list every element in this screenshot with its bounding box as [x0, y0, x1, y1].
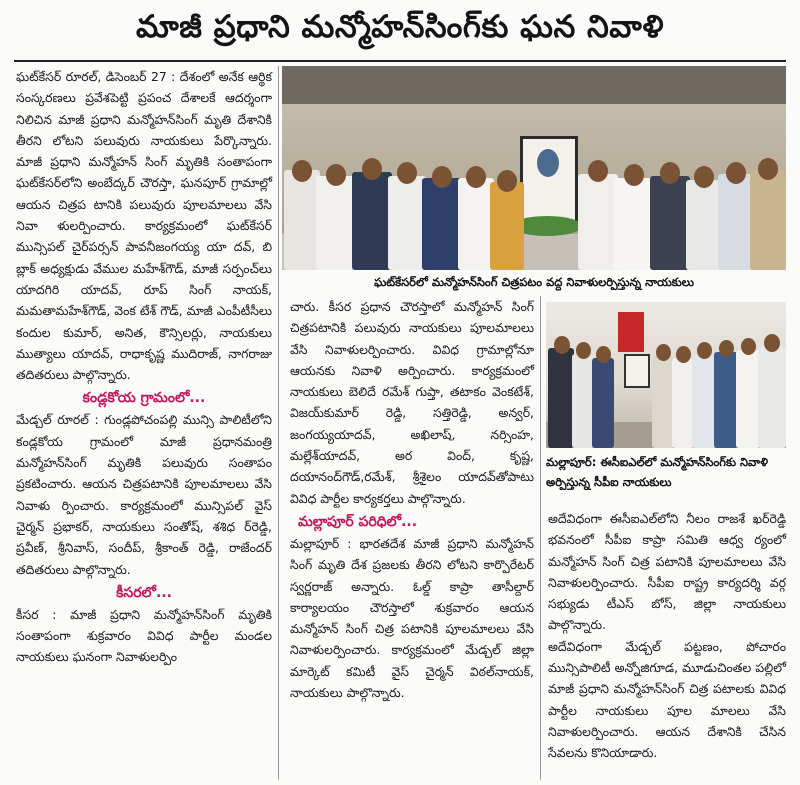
column3-paragraph-2: అదేవిధంగా మేడ్చల్ పట్టణం, పోచారం మున్సిపాలిటీ అన్నోజిగూడ, మూడుచింతల పల్లిలో మాజీ ప్రధాని మన్మోహన్‌సింగ్ చిత్ర పటాలకు వివిధ పార్టీల నాయకులు పూల మాలలు వేసి నివాళులర్పించారు. ఆయన దేశానికి చేసిన సేవలను కొనియాడారు.: [548, 638, 786, 761]
column3-paragraph-1: అదేవిధంగా ఈసీఐఎల్‌లోని నీలం రాజశే ఖర్‌రెడ్డి భవనంలో సీపీఐ కాప్రా సమితి ఆధ్వ ర్యంలో మన్మోహన్ సింగ్ చిత్ర పటానికి పూలమాలలు వేసి నివాళులర్పించారు. సీపీఐ రాష్ట్ర కార్యదర్శి వర్గ సభ్యుడు టీఎస్ బోస్, జిల్లా నాయకులు పాల్గొన్నారు.: [548, 511, 786, 633]
portrait-frame: [520, 136, 578, 228]
subheading-keesara: కీసరలో...: [116, 584, 172, 601]
column2-paragraph-2: మల్లాపూర్ : భారతదేశ మాజీ ప్రధాని మన్మోహన్ సింగ్ మృతి దేశ ప్రజలకు తీరని లోటని కార్పొరేటర్ స్వర్ణరాజ్ అన్నారు. ఓల్డ్ కాప్రా తాసీల్దార్ కార్యాలయం చౌరస్తాలో శుక్రవారం ఆయన మన్మోహన్ సింగ్ చిత్ర పటానికి పూలమాలలు వేసి నివాళులర్పించారు. కార్యక్రమంలో మేడ్చల్ జిల్లా మార్కెట్ కమిటీ వైస్ చైర్మన్ విఠల్‌నాయక్, నాయకులు పాల్గొన్నారు.: [290, 535, 534, 701]
article-column-1: [16, 66, 272, 780]
article-column-2: [290, 296, 534, 780]
photo1-caption: ఘట్‌కేసర్‌లో మన్మోహన్‌సింగ్ చిత్రపటం వద్ద నివాళులర్పిస్తున్న నాయకులు: [374, 275, 694, 289]
headline: మాజీ ప్రధాని మన్మోహన్‌సింగ్‌కు ఘన నివాళి: [135, 8, 665, 45]
column1-paragraph-3: కీసర : మాజీ ప్రధాని మన్మోహన్‌సింగ్ మృతికి సంతాపంగా శుక్రవారం వివిధ పార్టీల మండల నాయకులు ఘనంగా నివాళులర్పిం: [16, 606, 272, 665]
article-column-3: [548, 508, 786, 780]
column1-paragraph-1: ఘట్‌కేసర్ రూరల్, డిసెంబర్ 27 : దేశంలో అనేక ఆర్థిక సంస్కరణలు ప్రవేశపెట్టి ప్రపంచ దేశాలకే ఆదర్శంగా నిలిచిన మాజీ ప్రధాని మన్మోహన్‌సింగ్ మృతి దేశానికి తీరని లోటని పలువురు నాయకులు పేర్కొన్నారు. మాజీ ప్రధాని మన్మోహన్ సింగ్ మృతికి సంతాపంగా ఘట్‌కేసర్‌లోని అంబేద్కర్ చౌరస్తా, ఘనపూర్ గ్రామాల్లో ఆయన చిత్రప టానికి పలువురు పూలమాలలు వేసి నివా ళులర్పించారు. కార్యక్రమంలో ఘట్‌కేసర్ మున్సిపల్ చైర్‌పర్సన్ పావనీజంగయ్య యా దవ్, బి బ్లాక్ అధ్యక్షుడు వేముల మహేశ్‌గౌడ్, మాజీ సర్పంచ్‌లు యాదగిరి యాదవ్, రూప్ సింగ్ నాయక్, మమతామహేశ్‌గౌడ్, వెంక టేశ్ గౌడ్, మాజీ ఎంపీటీసీలు కందుల కుమార్, అనిత, కౌన్సిలర్లు, నాయకులు ముత్యాలు యాదవ్, రాధాకృష్ణ ముదిరాజ్, నాగరాజు తదితరులు పాల్గొన్నారు.: [16, 69, 272, 383]
column-divider-2: [540, 296, 541, 780]
subheading-kandlakoya: కండ్లకోయ గ్రామంలో...: [82, 390, 206, 407]
headline-rule: [14, 60, 786, 62]
photo-ghatkesar-tribute: [282, 66, 786, 270]
photo2-caption: మల్లాపూర్: ఈసీఐఎల్‌లో మన్మోహన్‌సింగ్‌కు నివాళి అర్పిస్తున్న సీపీఐ నాయకులు: [546, 455, 768, 489]
subheading-mallapur: మల్లాపూర్ పరిధిలో...: [298, 513, 418, 530]
column1-paragraph-2: మేడ్చల్ రూరల్ : గుండ్లపోచంపల్లి మున్సి పాలిటీలోని కండ్లకోయ గ్రామంలో మాజీ ప్రధానమంత్రి మన్మోహన్‌సింగ్ మృతికి పలువురు సంతాపం ప్రకటించారు. ఆయన చిత్రపటానికి పూలమాలలు వేసి నివాళు ర్పించారు. కార్యక్రమంలో మున్సిపల్ వైస్ చైర్మన్ ప్రభాకర్, నాయకులు సంతోష్, శశిధ ర్‌రెడ్డి, ప్రవీణ్, శ్రీనివాస్, సందీప్, శ్రీకాంత్ రెడ్డి, రాజేందర్ తదితరులు పాల్గొన్నారు.: [16, 412, 272, 577]
column2-paragraph-1: చారు. కీసర ప్రధాన చౌరస్తాలో మన్మోహన్ సింగ్ చిత్రపటానికి పలువురు నాయకులు పూలమాలలు వేసి నివాళులర్పించారు. వివిధ గ్రామాల్లోనూ ఆయనకు నివాళి అర్పించారు. కార్యక్రమంలో నాయకులు బెలిదే రమేశ్ గుప్తా, తటాకం వెంకటేశ్, విజయ్‌కుమార్ రెడ్డి, సత్తిరెడ్డి, అన్వర్, జంగయ్యయాదవ్, అఖిలాష్, నర్సింహ, మల్లేశ్‌యాదవ్, అర వింద్, కృష్ణ, దయానంద్‌గౌడ్,రమేశ్, శ్రీశైలం యాదవ్‌తోపాటు వివిధ పార్టీల కార్యకర్తలు పాల్గొన్నారు.: [290, 299, 534, 506]
column-divider: [278, 66, 279, 780]
photo-mallapur-tribute: [546, 302, 786, 448]
